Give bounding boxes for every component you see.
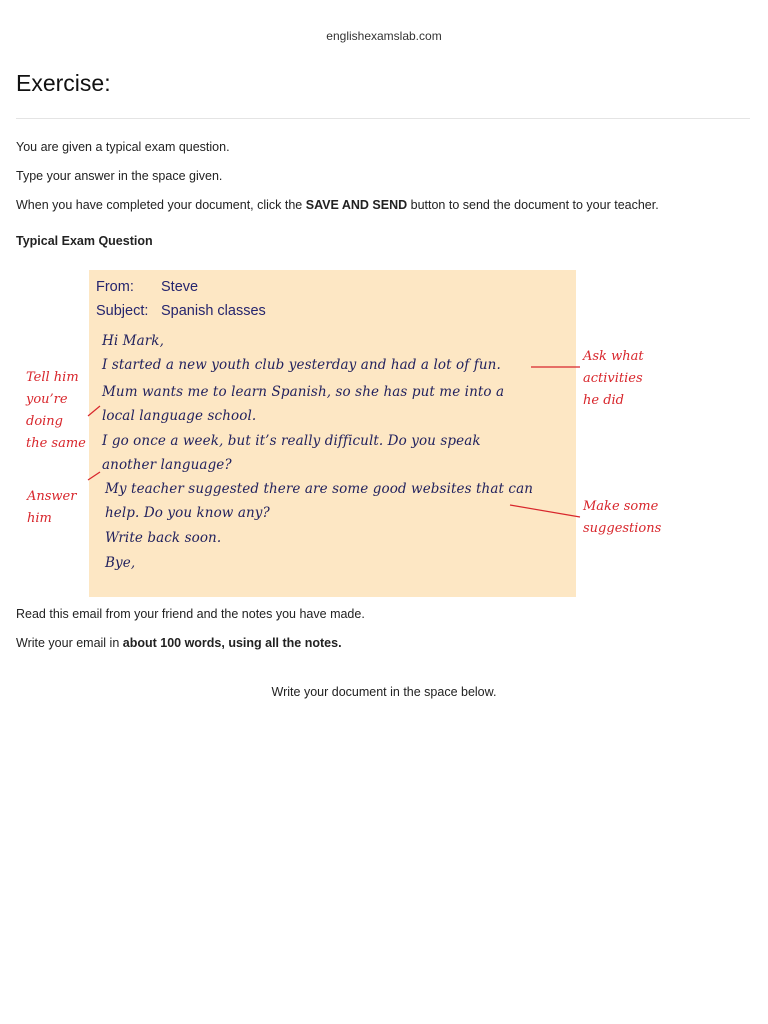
note-line: activities	[583, 371, 643, 386]
site-header: englishexamslab.com	[326, 29, 442, 43]
intro-line-1: You are given a typical exam question.	[16, 140, 230, 154]
intro-line-3-post: button to send the document to your teacher.	[407, 198, 659, 212]
email-line: I go once a week, but it’s really difficult. Do you speak	[102, 433, 481, 449]
note-line: Answer	[27, 489, 77, 504]
intro-line-3-pre: When you have completed your document, click the	[16, 198, 306, 212]
note-line: him	[27, 511, 52, 526]
write-below-label: Write your document in the space below.	[271, 685, 497, 699]
write-instruction	[16, 636, 342, 650]
intro-line-2: Type your answer in the space given.	[16, 169, 223, 183]
page-title: Exercise:	[16, 70, 111, 96]
note-ask-what	[583, 346, 644, 412]
note-line: doing	[26, 414, 64, 429]
note-line: you’re	[26, 392, 68, 407]
email-line: local language school.	[102, 408, 257, 424]
note-line: Tell him	[26, 370, 79, 385]
note-line: suggestions	[583, 521, 662, 536]
from-value: Steve	[161, 279, 199, 295]
email-line: Write back soon.	[105, 530, 222, 546]
email-line: Mum wants me to learn Spanish, so she has put me into a	[102, 384, 505, 400]
note-line: he did	[583, 393, 624, 408]
write-instruction-pre: Write your email in	[16, 636, 123, 650]
email-line: My teacher suggested there are some good websites that can	[105, 481, 534, 497]
question-heading: Typical Exam Question	[16, 234, 153, 248]
from-label: From:	[96, 279, 134, 295]
note-make-some	[583, 496, 661, 540]
note-line: the same	[26, 436, 86, 451]
note-tell-him	[26, 367, 86, 455]
email-line: Bye,	[105, 555, 136, 571]
intro-line-3	[16, 198, 659, 212]
email-line: another language?	[102, 457, 232, 473]
subject-value: Spanish classes	[161, 303, 266, 319]
read-instruction: Read this email from your friend and the notes you have made.	[16, 607, 365, 621]
write-instruction-bold: about 100 words, using all the notes.	[122, 636, 342, 650]
note-line: Make some	[583, 499, 659, 514]
save-and-send-label: SAVE AND SEND	[305, 198, 408, 212]
email-line: I started a new youth club yesterday and had a lot of fun.	[102, 357, 501, 373]
divider	[16, 118, 750, 119]
subject-label: Subject:	[96, 303, 149, 319]
email-line: help. Do you know any?	[105, 505, 270, 521]
note-line: Ask what	[583, 349, 644, 364]
email-line: Hi Mark,	[102, 333, 164, 349]
note-answer-him	[27, 486, 76, 530]
